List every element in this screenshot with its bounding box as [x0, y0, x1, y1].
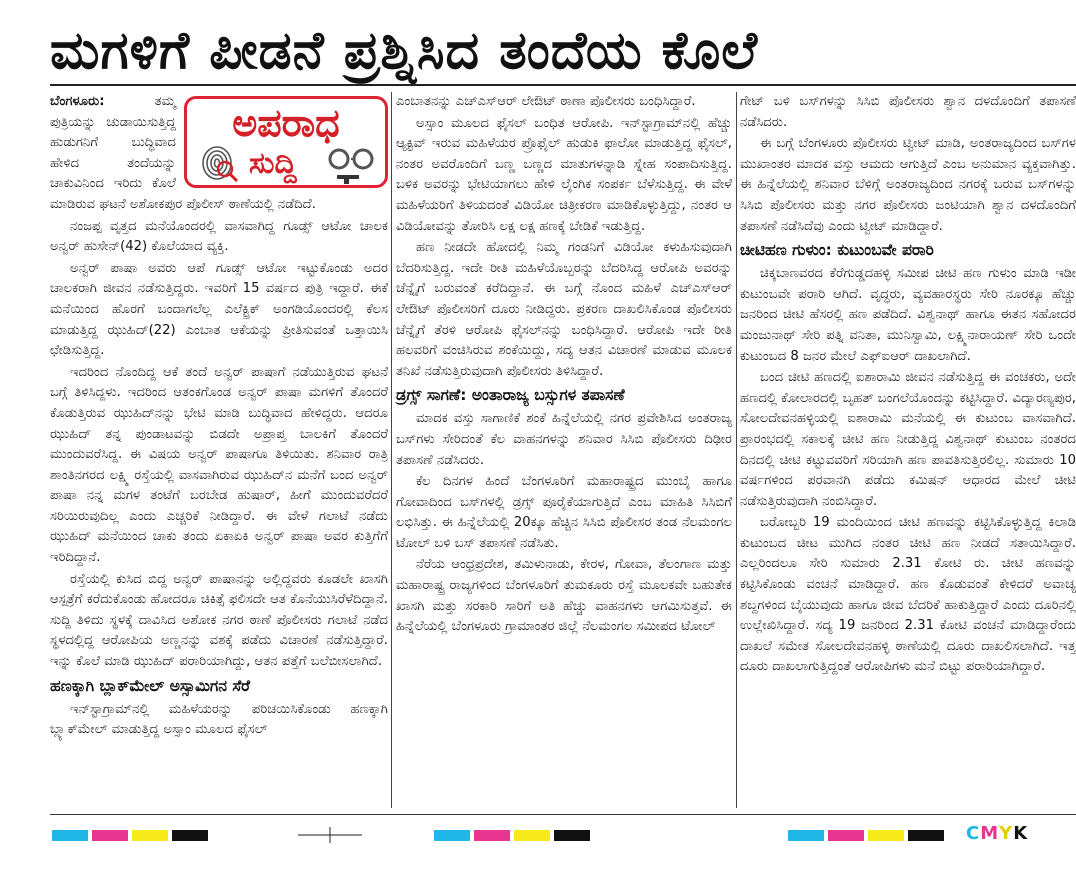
logo-line-1: ಅಪರಾಧ: [232, 101, 340, 145]
crime-news-logo: [184, 96, 388, 188]
paragraph: ಎಂಬಾತನನ್ನು ಎಚ್‌ಎಸ್‌ಆರ್ ಲೇಔಟ್ ಠಾಣಾ ಪೊಲೀಸರು ಬಂಧಿಸಿದ್ದಾರೆ.: [396, 94, 696, 109]
black-swatch: [172, 830, 208, 841]
cmyk-c: C: [966, 823, 981, 844]
fingerprint-icon: [199, 143, 239, 183]
cmyk-m: M: [980, 823, 1000, 844]
cyan-swatch: [52, 830, 88, 841]
cmyk-label: [966, 823, 1028, 845]
color-bar-right: [788, 830, 948, 841]
subheading-drugs: ಡ್ರಗ್ಸ್ ಸಾಗಣೆ: ಅಂತಾರಾಜ್ಯ ಬಸ್ಸುಗಳ ತಪಾಸಣೆ: [396, 386, 625, 405]
paragraph: ಬಂದ ಚೀಟಿ ಹಣದಲ್ಲಿ ಐಶಾರಾಮಿ ಜೀವನ ನಡೆಸುತ್ತಿದ್ದ ಈ ವಂಚಕರು, ಅದೇ ಹಣದಲ್ಲಿ ಕೋಲಾರದಲ್ಲಿ ಬೃಹತ್ ಬಂಗಲೆಯೊಂದನ್ನು ಕಟ್ಟಿಸಿದ್ದಾರೆ. ವಿದ್ಯಾರಣ್ಯಪುರ, ಸೋಲದೇವನಹಳ್ಳಿಯಲ್ಲಿ ಐಶಾರಾಮಿ ಮನೆಯಲ್ಲಿ ಈ ಕುಟುಂಬ ವಾಸವಾಗಿದೆ. ಪ್ರಾರಂಭದಲ್ಲಿ ಸಕಾಲಕ್ಕೆ ಚೀಟಿ ಹಣ ನೀಡುತ್ತಿದ್ದ ವಿಶ್ವನಾಥ್ ಕುಟುಂಬ ನಂತರದ ದಿನದಲ್ಲಿ ಚೀಟಿ ಕಟ್ಟುವವರಿಗೆ ಸರಿಯಾಗಿ ಹಣ ಪಾವತಿಸುತ್ತಿರಲಿಲ್ಲ. ಸುಮಾರು 10 ವರ್ಷಗಳಿಂದ ಪರವಾನಗಿ ಪಡೆದು ಕಮಿಷನ್ ಆಧಾರದ ಮೇಲೆ ಚೀಟಿ ನಡೆಸುತ್ತಿರುವುದಾಗಿ ನಂಬಿಸಿದ್ದಾರೆ.: [740, 370, 1076, 509]
paragraph: ನಂಜಪ್ಪ ವೃತ್ತದ ಮನೆಯೊಂದರಲ್ಲಿ ವಾಸವಾಗಿದ್ದ ಗೂಡ್ಸ್ ಆಟೋ ಚಾಲಕ ಅನ್ವರ್ ಹುಸೇನ್(42) ಕೊಲೆಯಾದ ವ್ಯಕ್ತಿ.: [50, 218, 388, 255]
subheading-blackmail: ಹಣಕ್ಕಾಗಿ ಬ್ಲಾಕ್‌ಮೇಲ್ ಅಸ್ಸಾಮಿಗನ ಸೆರೆ: [50, 676, 251, 695]
column-1: [50, 92, 388, 742]
paragraph: ಚಿಕ್ಕಬಾಣವರದ ಕೆರೆಗುಡ್ಡದಹಳ್ಳಿ ಸಮೀಪ ಚೀಟಿ ಹಣ ಗುಳುಂ ಮಾಡಿ ಇಡೀ ಕುಟುಂಬವೇ ಪರಾರಿ ಆಗಿದೆ. ವೃದ್ಧರು, ವ್ಯವಹಾರಸ್ಥರು ಸೇರಿ ನೂರಕ್ಕೂ ಹೆಚ್ಚು ಜನರಿಂದ ಚೀಟಿ ಹೆಸರಲ್ಲಿ ಹಣ ಪಡೆದಿದೆ. ವಿಶ್ವನಾಥ್ ಹಾಗೂ ಈತನ ಸಹೋದರ ಮಂಜುನಾಥ್ ಸೇರಿ ಪತ್ನಿ ವನಿತಾ, ಮುನಿಸ್ವಾಮಿ, ಲಕ್ಷ್ಮಿನಾರಾಯಣ್ ಸೇರಿ ಒಂದೇ ಕುಟುಂಬದ 8 ಜನರ ಮೇಲೆ ಎಫ್‌ಐಆರ್ ದಾಖಲಾಗಿದೆ.: [740, 266, 1076, 364]
paragraph: ಇದರಿಂದ ನೊಂದಿದ್ದ ಆಕೆ ತಂದೆ ಅನ್ವರ್ ಪಾಷಾಗೆ ನಡೆಯುತ್ತಿರುವ ಘಟನೆ ಬಗ್ಗೆ ತಿಳಿಸಿದ್ದಳು. ಇದರಿಂದ ಆತಂಕಗೊಂಡ ಅನ್ವರ್ ಪಾಷಾ ಮಗಳಿಗೆ ತೊಂದರೆ ಕೊಡುತ್ತಿರುವ ಝುಹಿದ್‌ನನ್ನು ಭೇಟಿ ಮಾಡಿ ಬುದ್ಧಿವಾದ ಹೇಳಿದ್ದರು. ಆದರೂ ಝುಹಿದ್ ತನ್ನ ಪುಂಡಾಟವನ್ನು ಬಿಡದೇ ಅಪ್ರಾಪ್ತ ಬಾಲಕಿಗೆ ತೊಂದರೆ ಮುಂದುವರೆಸಿದ್ದ. ಈ ವಿಷಯ ಅನ್ವರ್ ಪಾಷಾಗೂ ತಿಳಿಯಿತು. ಶನಿವಾರ ರಾತ್ರಿ ಶಾಂತಿನಗರದ ಲಕ್ಷ್ಮಿ ರಸ್ತೆಯಲ್ಲಿ ವಾಸವಾಗಿರುವ ಝುಹಿದ್‌ನ ಮನೆಗೆ ಬಂದ ಅನ್ವರ್ ಪಾಷಾ ನನ್ನ ಮಗಳ ತಂಟೆಗೆ ಬರಬೇಡ ಹುಷಾರ್, ಹೀಗೆ ಮುಂದುವರೆದರೆ ಸರಿಯಿರುವುದಿಲ್ಲ ಎಂದು ಎಚ್ಚರಿಕೆ ನೀಡಿದ್ದಾರೆ. ಈ ವೇಳೆ ಗಲಾಟೆ ನಡೆದು ಝುಹಿದ್ ಮನೆಯಿಂದ ಚಾಕು ತಂದು ಏಕಾಏಕಿ ಅನ್ವರ್ ಪಾಷಾ ಅವರ ಕುತ್ತಿಗೆಗೆ ಇರಿದಿದ್ದಾನೆ.: [50, 364, 388, 566]
logo-line-2: ಸುದ್ದಿ: [249, 146, 297, 181]
subheading-chit-fund: ಚೀಟಿಹಣ ಗುಳುಂ: ಕುಟುಂಬವೇ ಪರಾರಿ: [740, 241, 934, 260]
paragraph: ನೆರೆಯ ಆಂಧ್ರಪ್ರದೇಶ, ತಮಿಳುನಾಡು, ಕೇರಳ, ಗೋವಾ, ತೆಲಂಗಾಣ ಮತ್ತು ಮಹಾರಾಷ್ಟ್ರ ರಾಜ್ಯಗಳಿಂದ ಬೆಂಗಳೂರಿಗೆ ತುಮಕೂರು ರಸ್ತೆ ಮೂಲಕವೇ ಬಹುತೇಕ ಖಾಸಗಿ ಮತ್ತು ಸರಕಾರಿ ಸಾರಿಗೆ ಅತಿ ಹೆಚ್ಚು ವಾಹನಗಳು ಆಗಮಿಸುತ್ತವೆ. ಈ ಹಿನ್ನೆಲೆಯಲ್ಲಿ ಬೆಂಗಳೂರು ಗ್ರಾಮಾಂತರ ಜಿಲ್ಲೆ ನೆಲಮಂಗಲ ಸಮೀಪದ ಟೋಲ್: [396, 557, 732, 635]
footer-rule: [50, 814, 1076, 815]
color-bar-left: [52, 830, 212, 841]
column-divider: [736, 92, 737, 808]
cyan-swatch: [788, 830, 824, 841]
column-2: [396, 92, 732, 639]
headline: ಮಗಳಿಗೆ ಪೀಡನೆ ಪ್ರಶ್ನಿಸಿದ ತಂದೆಯ ಕೊಲೆ: [50, 21, 759, 81]
magenta-swatch: [92, 830, 128, 841]
paragraph: ಮಾದಕ ವಸ್ತು ಸಾಗಾಣಿಕೆ ಶಂಕೆ ಹಿನ್ನೆಲೆಯಲ್ಲಿ ನಗರ ಪ್ರವೇಶಿಸಿದ ಅಂತರಾಜ್ಯ ಬಸ್‌ಗಳು ಸೇರಿದಂತೆ ಕೆಲ ವಾಹನಗಳನ್ನು ಶನಿವಾರ ಸಿಸಿಬಿ ಪೊಲೀಸರು ದಿಢೀರ ತಪಾಸಣೆ ನಡೆಸಿದರು.: [396, 411, 732, 468]
lead-text: ತಮ್ಮ ಪುತ್ರಿಯನ್ನು ಚುಡಾಯಿಸುತ್ತಿದ್ದ ಹುಡುಗನಿಗೆ ಬುದ್ಧಿವಾದ ಹೇಳಿದ ತಂದೆಯನ್ನು ಚಾಕುವಿನಿಂದ ಇರಿದು ಕೊಲೆ ಮಾಡಿರುವ ಘಟನೆ ಅಶೋಕಪುರ ಪೊಲೀಸ್ ಠಾಣೆಯಲ್ಲಿ ನಡೆದಿದೆ.: [50, 94, 316, 212]
magenta-swatch: [474, 830, 510, 841]
black-swatch: [908, 830, 944, 841]
black-swatch: [554, 830, 590, 841]
color-bar-center: [434, 830, 594, 841]
paragraph: ಅಸ್ಸಾಂ ಮೂಲದ ಫೈಸಲ್ ಬಂಧಿತ ಆರೋಪಿ. ಇನ್‌ಸ್ಟಾಗ್ರಾಮ್‌ನಲ್ಲಿ ಹೆಚ್ಚು ಆ್ಯಕ್ಟಿವ್ ಇರುವ ಮಹಿಳೆಯರ ಪ್ರೊಫೈಲ್ ಹುಡುಕಿ ಫಾಲೋ ಮಾಡುತ್ತಿದ್ದ ಫೈಸಲ್, ನಂತರ ಅವರೊಂದಿಗೆ ಬಣ್ಣ ಬಣ್ಣದ ಮಾತುಗಳನ್ನಾಡಿ ಸ್ನೇಹ ಸಂಪಾದಿಸುತ್ತಿದ್ದ. ಬಳಿಕ ಅವರನ್ನು ಭೇಟಿಯಾಗಲು ಹೇಳಿ ಲೈಂಗಿಕ ಸಂಪರ್ಕ ಬೆಳೆಸುತ್ತಿದ್ದ. ಈ ವೇಳೆ ಮಹಿಳೆಯರಿಗೆ ತಿಳಿಯದಂತೆ ವಿಡಿಯೋ ಚಿತ್ರೀಕರಣ ಮಾಡಿಕೊಳ್ಳುತ್ತಿದ್ದು, ನಂತರ ಆ ವಿಡಿಯೋವನ್ನು ತೋರಿಸಿ ಲಕ್ಷ ಲಕ್ಷ ಹಣಕ್ಕೆ ಬೇಡಿಕೆ ಇಡುತ್ತಿದ್ದ.: [396, 115, 732, 234]
paragraph: ಅನ್ವರ್ ಪಾಷಾ ಅವರು ಆಪೆ ಗೂಡ್ಸ್ ಆಟೋ ಇಟ್ಟುಕೊಂಡು ಅದರ ಚಾಲಕರಾಗಿ ಜೀವನ ನಡೆಸುತ್ತಿದ್ದರು. ಇವರಿಗೆ 15 ವರ್ಷದ ಪುತ್ರಿ ಇದ್ದಾರೆ. ಈಕೆ ಮನೆಯಿಂದ ಹೊರಗೆ ಬಂದಾಗಲೆಲ್ಲ ಎಲೆಕ್ಟ್ರಿಕ್ ಅಂಗಡಿಯೊಂದರಲ್ಲಿ ಕೆಲಸ ಮಾಡುತ್ತಿದ್ದ ಝುಹಿದ್(22) ಎಂಬಾತ ಆಕೆಯನ್ನು ಪ್ರೀತಿಸುವಂತೆ ಒತ್ತಾಯಿಸಿ ಛೇಡಿಸುತ್ತಿದ್ದ.: [50, 260, 388, 359]
column-divider: [391, 92, 392, 808]
paragraph: ಗೇಟ್ ಬಳಿ ಬಸ್‌ಗಳನ್ನು ಸಿಸಿಬಿ ಪೊಲೀಸರು ಶ್ವಾನ ದಳದೊಂದಿಗೆ ತಪಾಸಣೆ ನಡೆಸಿದರು.: [740, 94, 1076, 130]
paragraph: ಕೆಲ ದಿನಗಳ ಹಿಂದೆ ಬೆಂಗಳೂರಿಗೆ ಮಹಾರಾಷ್ಟ್ರದ ಮುಂಬೈ ಹಾಗೂ ಗೋವಾದಿಂದ ಬಸ್‌ಗಳಲ್ಲಿ ಡ್ರಗ್ಸ್ ಪೂರೈಕೆಯಾಗುತ್ತಿದೆ ಎಂಬ ಮಾಹಿತಿ ಸಿಸಿಬಿಗೆ ಲಭಿಸಿತ್ತು. ಈ ಹಿನ್ನೆಲೆಯಲ್ಲಿ 20ಕ್ಕೂ ಹೆಚ್ಚಿನ ಸಿಸಿಬಿ ಪೊಲೀಸರ ತಂಡ ನೆಲಮಂಗಲ ಟೋಲ್ ಬಳಿ ಬಸ್ ತಪಾಸಣೆ ನಡೆಸಿತು.: [396, 474, 732, 551]
headline-rule: [50, 84, 1076, 86]
paragraph: ಇನ್‌ಸ್ಟಾಗ್ರಾಮ್‌ನಲ್ಲಿ ಮಹಿಳೆಯರನ್ನು ಪರಿಚಯಿಸಿಕೊಂಡು ಹಣಕ್ಕಾಗಿ ಬ್ಲ್ಯಾಕ್‌ಮೇಲ್ ಮಾಡುತ್ತಿದ್ದ ಅಸ್ಸಾಂ ಮೂಲದ ಫೈಸಲ್: [50, 701, 388, 738]
registration-mark-icon: [298, 826, 362, 844]
yellow-swatch: [132, 830, 168, 841]
paragraph: ರಸ್ತೆಯಲ್ಲಿ ಕುಸಿದ ಬಿದ್ದ ಅನ್ವರ್ ಪಾಷಾನನ್ನು ಅಲ್ಲಿದ್ದವರು ಕೂಡಲೇ ಖಾಸಗಿ ಆಸ್ಪತ್ರೆಗೆ ಕರೆದುಕೊಂಡು ಹೋದರೂ ಚಿಕಿತ್ಸೆ ಫಲಿಸದೇ ಆತ ಕೊನೆಯುಸಿರೆಳೆದಿದ್ದಾನೆ. ಸುದ್ದಿ ತಿಳಿದು ಸ್ಥಳಕ್ಕೆ ದಾವಿಸಿದ ಅಶೋಕ ನಗರ ಠಾಣೆ ಪೊಲೀಸರು ಗಲಾಟೆ ನಡೆದ ಸ್ಥಳದಲ್ಲಿದ್ದ ಆರೋಪಿಯ ಅಣ್ಣನನ್ನು ವಶಕ್ಕೆ ಪಡೆದು ವಿಚಾರಣೆ ನಡೆಸುತ್ತಿದ್ದಾರೆ. ಇನ್ನು ಕೊಲೆ ಮಾಡಿ ಝುಹಿದ್ ಪರಾರಿಯಾಗಿದ್ದು, ಆತನ ಪತ್ತೆಗೆ ಬಲೆಬೀಸಲಾಗಿದೆ.: [50, 571, 388, 670]
magenta-swatch: [828, 830, 864, 841]
yellow-swatch: [868, 830, 904, 841]
column-3: [740, 92, 1076, 679]
handcuffs-icon: [325, 145, 377, 185]
paragraph: ಹಣ ನೀಡದೇ ಹೋದಲ್ಲಿ ನಿಮ್ಮ ಗಂಡನಿಗೆ ವಿಡಿಯೋ ಕಳುಹಿಸುವುದಾಗಿ ಬೆದರಿಸುತ್ತಿದ್ದ. ಇದೇ ರೀತಿ ಮಹಿಳೆಯೊಬ್ಬರನ್ನು ಬೆದರಿಸಿದ್ದ ಆರೋಪಿ ಅವರನ್ನು ಚೆನ್ನೈಗೆ ಬರುವಂತೆ ಕರೆದಿದ್ದಾನೆ. ಈ ಬಗ್ಗೆ ನೊಂದ ಮಹಿಳೆ ಎಚ್‌ಎಸ್‌ಆರ್ ಲೇಔಟ್ ಪೊಲೀಸರಿಗೆ ದೂರು ನೀಡಿದ್ದರು. ಪ್ರಕರಣ ದಾಖಲಿಸಿಕೊಂಡ ಪೊಲೀಸರು ಚೆನ್ನೈಗೆ ತೆರಳಿ ಆರೋಪಿ ಫೈಸಲ್‌ನನ್ನು ಬಂಧಿಸಿದ್ದಾರೆ. ಆರೋಪಿ ಇದೇ ರೀತಿ ಹಲವರಿಗೆ ವಂಚಿಸಿರುವ ಶಂಕೆಯಿದ್ದು, ಸದ್ಯ ಆತನ ವಿಚಾರಣೆ ಮಾಡುವ ಮೂಲಕ ತನಿಖೆ ನಡೆಸುತ್ತಿರುವುದಾಗಿ ಪೊಲೀಸರು ತಿಳಿಸಿದ್ದಾರೆ.: [396, 240, 732, 379]
cmyk-k: K: [1013, 823, 1029, 844]
yellow-swatch: [514, 830, 550, 841]
paragraph: ಬರೋಬ್ಬರಿ 19 ಮಂದಿಯಿಂದ ಚೀಟಿ ಹಣವನ್ನು ಕಟ್ಟಿಸಿಕೊಳ್ಳುತ್ತಿದ್ದ ಕಿಲಾಡಿ ಕುಟುಂಬದ ಚೀಟ ಮುಗಿದ ನಂತರ ಚೀಟಿ ಹಣ ನೀಡದೆ ಸತಾಯಿಸಿದ್ದಾರೆ. ಎಲ್ಲರಿಂದಲೂ ಸೇರಿ ಸುಮಾರು 2.31 ಕೋಟಿ ರು. ಚೀಟಿ ಹಣವನ್ನು ಕಟ್ಟಿಸಿಕೊಂಡು ವಂಚನೆ ಮಾಡಿದ್ದಾರೆ. ಹಣ ಕೊಡುವಂತೆ ಕೇಳಿದರೆ ಅವಾಚ್ಯ ಶಬ್ದಗಳಿಂದ ಬೈಯುವುದು ಹಾಗೂ ಜೀವ ಬೆದರಿಕೆ ಹಾಕುತ್ತಿದ್ದಾರೆ ಎಂದು ದೂರಿನಲ್ಲಿ ಉಲ್ಲೇಖಿಸಿದ್ದಾರೆ. ಸದ್ಯ 19 ಜನರಿಂದ 2.31 ಕೋಟಿ ವಂಚನೆ ಮಾಡಿದ್ದಾರೆಂದು ದಾಖಲೆ ಸಮೇತ ಸೋಲದೇವನಹಳ್ಳಿ ಠಾಣೆಯಲ್ಲಿ ದೂರು ದಾಖಲಿಸಲಾಗಿದೆ. ಇತ್ತ ದೂರು ದಾಖಲಾಗುತ್ತಿದ್ದಂತೆ ಆರೋಪಿಗಳು ಮನೆ ಬಿಟ್ಟು ಪರಾರಿಯಾಗಿದ್ದಾರೆ.: [740, 515, 1076, 675]
dateline: ಬೆಂಗಳೂರು:: [50, 94, 105, 109]
cmyk-y: Y: [999, 823, 1014, 844]
cyan-swatch: [434, 830, 470, 841]
paragraph: ಈ ಬಗ್ಗೆ ಬೆಂಗಳೂರು ಪೊಲೀಸರು ಟ್ವೀಟ್ ಮಾಡಿ, ಅಂತರಾಜ್ಯದಿಂದ ಬಸ್‌ಗಳ ಮುಖಾಂತರ ಮಾದಕ ವಸ್ತು ಆಮದು ಆಗುತ್ತಿದೆ ಎಂಬ ಅನುಮಾನ ವ್ಯಕ್ತವಾಗಿತ್ತು. ಈ ಹಿನ್ನೆಲೆಯಲ್ಲಿ ಶನಿವಾರ ಬೆಳಿಗ್ಗೆ ಅಂತರಾಜ್ಯದಿಂದ ನಗರಕ್ಕೆ ಬರುವ ಬಸ್‌ಗಳನ್ನು ಸಿಸಿಬಿ ಪೊಲೀಸರು ಮತ್ತು ನಗರ ಪೊಲೀಸರು ಜಂಟಿಯಾಗಿ ಶ್ವಾನ ದಳದೊಂದಿಗೆ ತಪಾಸಣೆ ನಡೆಸಿದೆವು ಎಂದು ಟ್ವೀಟ್ ಮಾಡಿದ್ದಾರೆ.: [740, 136, 1076, 234]
